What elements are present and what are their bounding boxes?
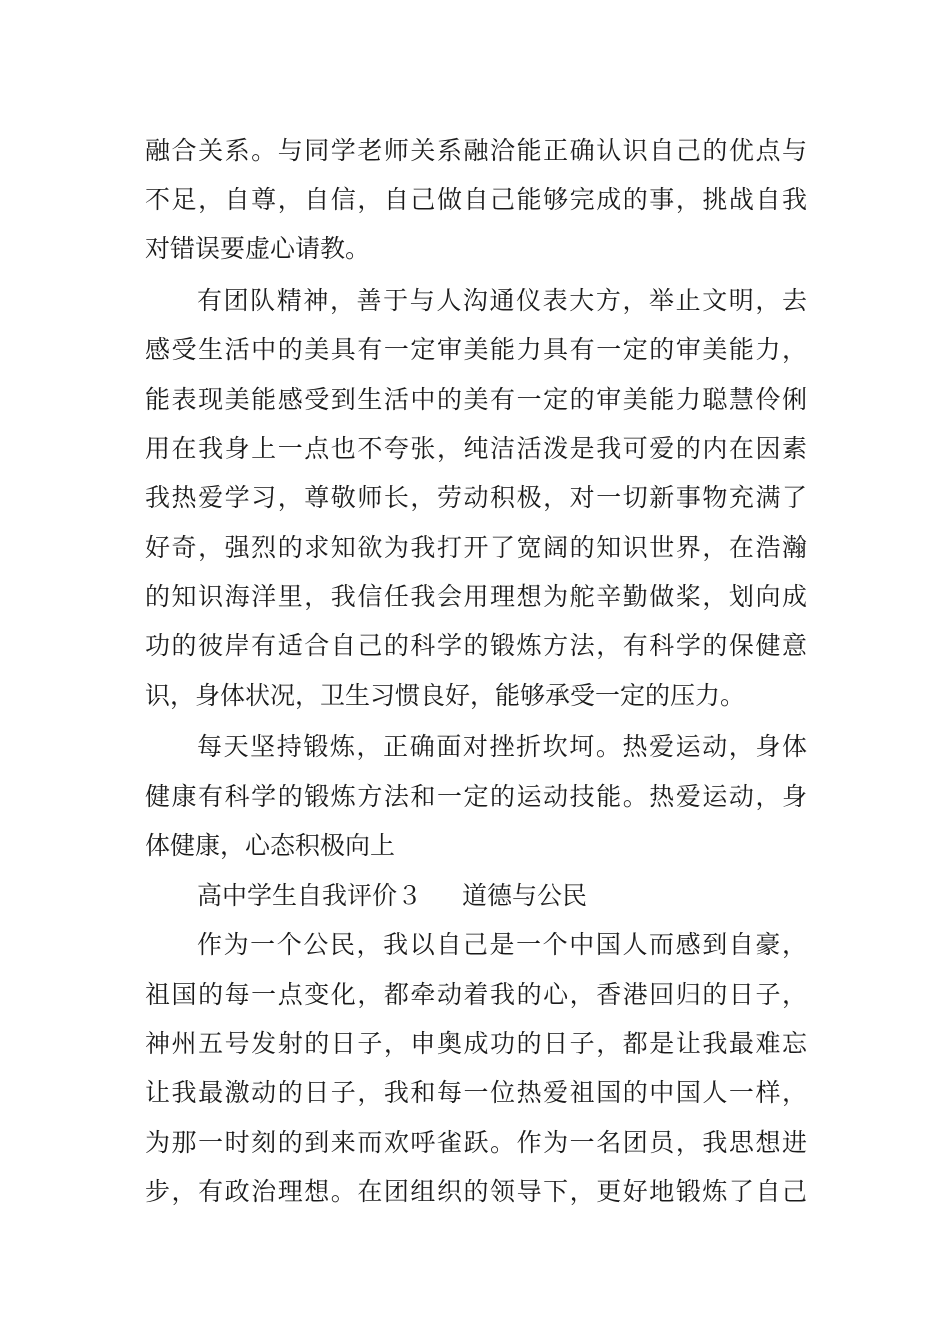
text-line: 识，身体状况，卫生习惯良好，能够承受一定的压力。 [145, 681, 746, 710]
text-line: 神州五号发射的日子，申奥成功的日子，都是让我最难忘 [145, 1029, 807, 1058]
text-line: 能表现美能感受到生活中的美有一定的审美能力聪慧伶俐 [145, 385, 807, 414]
text-line: 功的彼岸有适合自己的科学的锻炼方法，有科学的保健意 [145, 631, 807, 660]
text-line: 祖国的每一点变化，都牵动着我的心，香港回归的日子， [145, 980, 807, 1009]
section-subtitle: 道德与公民 [462, 881, 588, 910]
section-title: 高中学生自我评价３ [197, 881, 423, 910]
text-line: 让我最激动的日子，我和每一位热爱祖国的中国人一样， [145, 1078, 807, 1107]
text-line: 健康有科学的锻炼方法和一定的运动技能。热爱运动，身 [145, 782, 807, 811]
text-line: 好奇，强烈的求知欲为我打开了宽阔的知识世界，在浩瀚 [145, 533, 807, 562]
text-line: 融合关系。与同学老师关系融洽能正确认识自己的优点与 [145, 136, 807, 165]
text-line: 用在我身上一点也不夸张，纯洁活泼是我可爱的内在因素 [145, 434, 807, 463]
text-line: 不足，自尊，自信，自己做自己能够完成的事，挑战自我 [145, 185, 807, 214]
text-line: 有团队精神，善于与人沟通仪表大方，举止文明，去 [197, 286, 807, 315]
text-line: 的知识海洋里，我信任我会用理想为舵辛勤做桨，划向成 [145, 582, 807, 611]
text-line: 我热爱学习，尊敬师长，劳动积极，对一切新事物充满了 [145, 483, 807, 512]
text-line: 体健康，心态积极向上 [145, 831, 396, 860]
text-line: 对错误要虚心请教。 [145, 234, 371, 263]
text-line: 感受生活中的美具有一定审美能力具有一定的审美能力， [145, 335, 807, 364]
text-line: 为那一时刻的到来而欢呼雀跃。作为一名团员，我思想进 [145, 1128, 807, 1157]
text-line: 每天坚持锻炼，正确面对挫折坎坷。热爱运动，身体 [197, 732, 807, 761]
text-line: 作为一个公民，我以自己是一个中国人而感到自豪， [197, 930, 807, 959]
section-heading [197, 876, 587, 916]
text-line: 步，有政治理想。在团组织的领导下，更好地锻炼了自己 [145, 1177, 807, 1206]
